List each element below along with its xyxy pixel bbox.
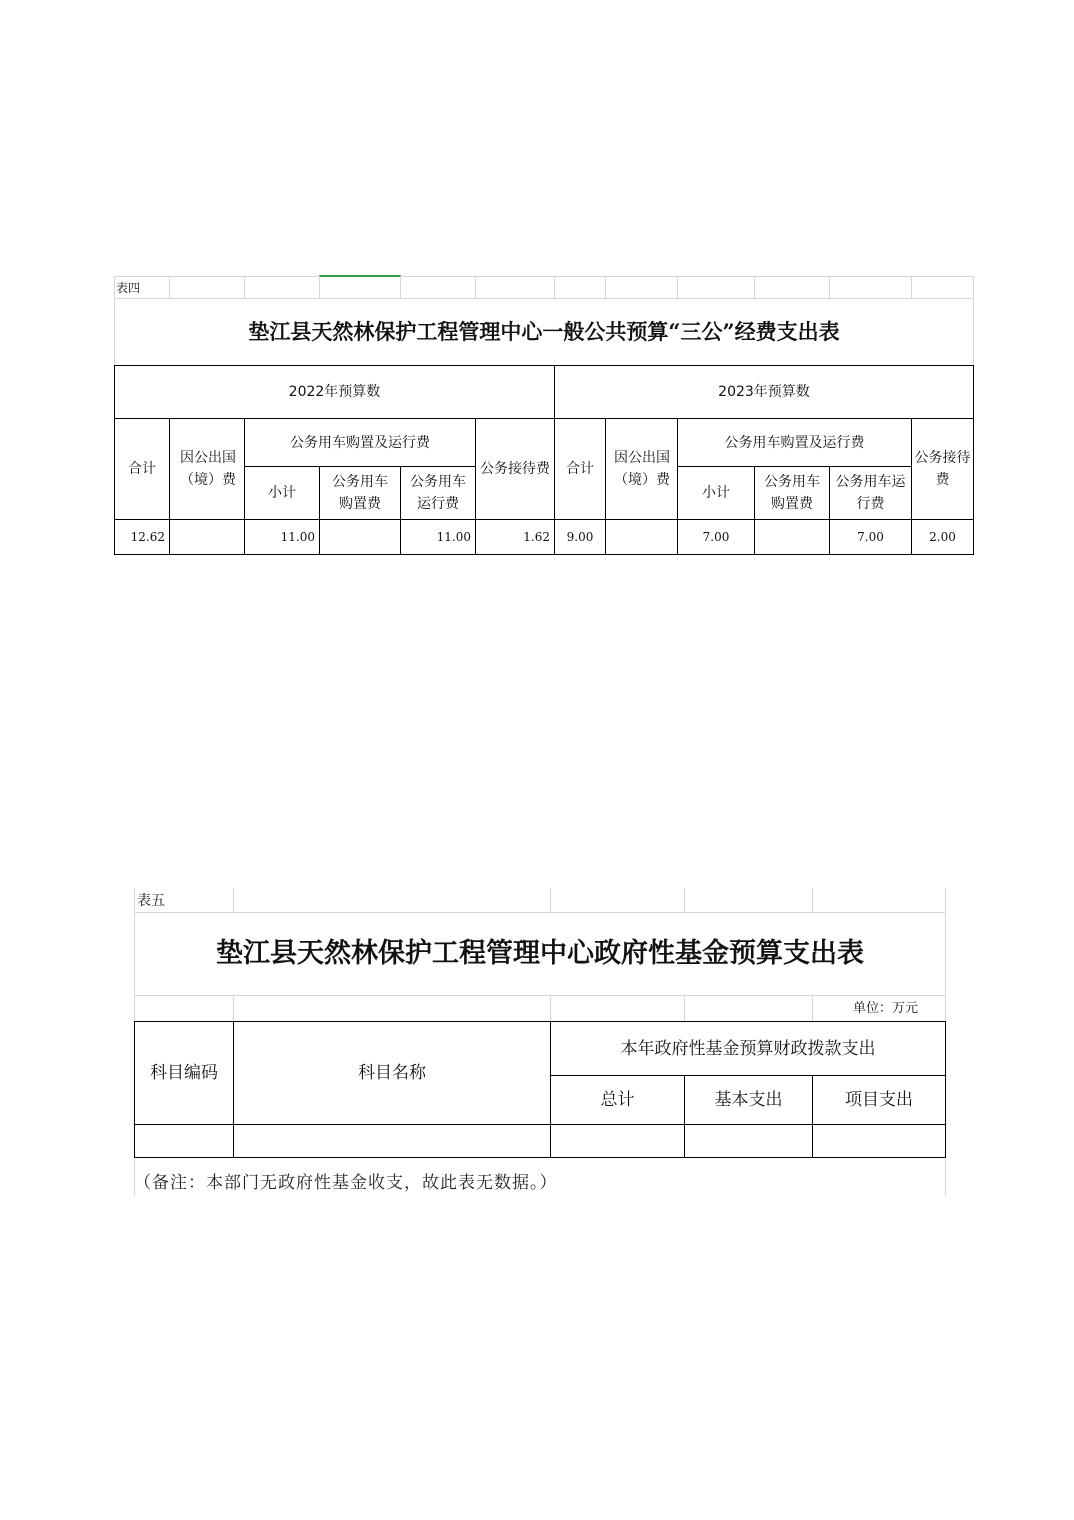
run-2022-value: 11.00: [436, 530, 471, 544]
header-abroad-2022: 因公出国（境）费: [180, 450, 236, 488]
header-subject-name: 科目名称: [358, 1063, 426, 1083]
header-total-2022: 合计: [128, 461, 156, 477]
group-2022-header: 2022年预算数: [288, 384, 381, 400]
header-car-group-2023: 公务用车购置及运行费: [724, 434, 865, 451]
group-2023-header: 2023年预算数: [718, 384, 810, 400]
header-basic-expense: 基本支出: [714, 1090, 783, 1110]
table-tag: 表五: [137, 893, 165, 909]
table-title: 垫江县天然林保护工程管理中心一般公共预算“三公”经费支出表: [248, 319, 840, 344]
header-car-group-2022: 公务用车购置及运行费: [290, 434, 430, 451]
header-reception-2022: 公务接待费: [480, 461, 550, 477]
header-car-run-2022: 公务用车运行费: [410, 474, 466, 512]
reception-2022-value: 1.62: [523, 530, 550, 544]
header-car-purchase-2022: 公务用车购置费: [332, 474, 388, 512]
header-abroad-2023: 因公出国（境）费: [614, 450, 670, 488]
header-subtotal-2023: 小计: [702, 485, 730, 501]
table-title: 垫江县天然林保护工程管理中心政府性基金预算支出表: [216, 938, 864, 969]
subtotal-2023-value: 7.00: [702, 530, 730, 544]
unit-label: 单位：万元: [852, 1001, 918, 1016]
header-total-2023: 合计: [566, 461, 594, 477]
table-note: （备注：本部门无政府性基金收支，故此表无数据。）: [134, 1173, 558, 1193]
header-car-run-2023: 公务用车运行费: [835, 474, 906, 512]
header-total: 总计: [600, 1090, 635, 1110]
header-project-expense: 项目支出: [845, 1090, 913, 1110]
header-reception-2023: 公务接待费: [914, 450, 971, 488]
header-subject-code: 科目编码: [150, 1063, 218, 1083]
total-2023-value: 9.00: [566, 530, 594, 544]
header-fund-group: 本年政府性基金预算财政拨款支出: [620, 1038, 876, 1059]
subtotal-2022-value: 11.00: [280, 530, 315, 544]
header-car-purchase-2023: 公务用车购置费: [764, 474, 820, 512]
header-subtotal-2022: 小计: [268, 485, 296, 501]
reception-2023-value: 2.00: [929, 530, 956, 544]
table-tag: 表四: [116, 281, 141, 295]
total-2022-value: 12.62: [130, 530, 165, 544]
run-2023-value: 7.00: [857, 530, 884, 544]
